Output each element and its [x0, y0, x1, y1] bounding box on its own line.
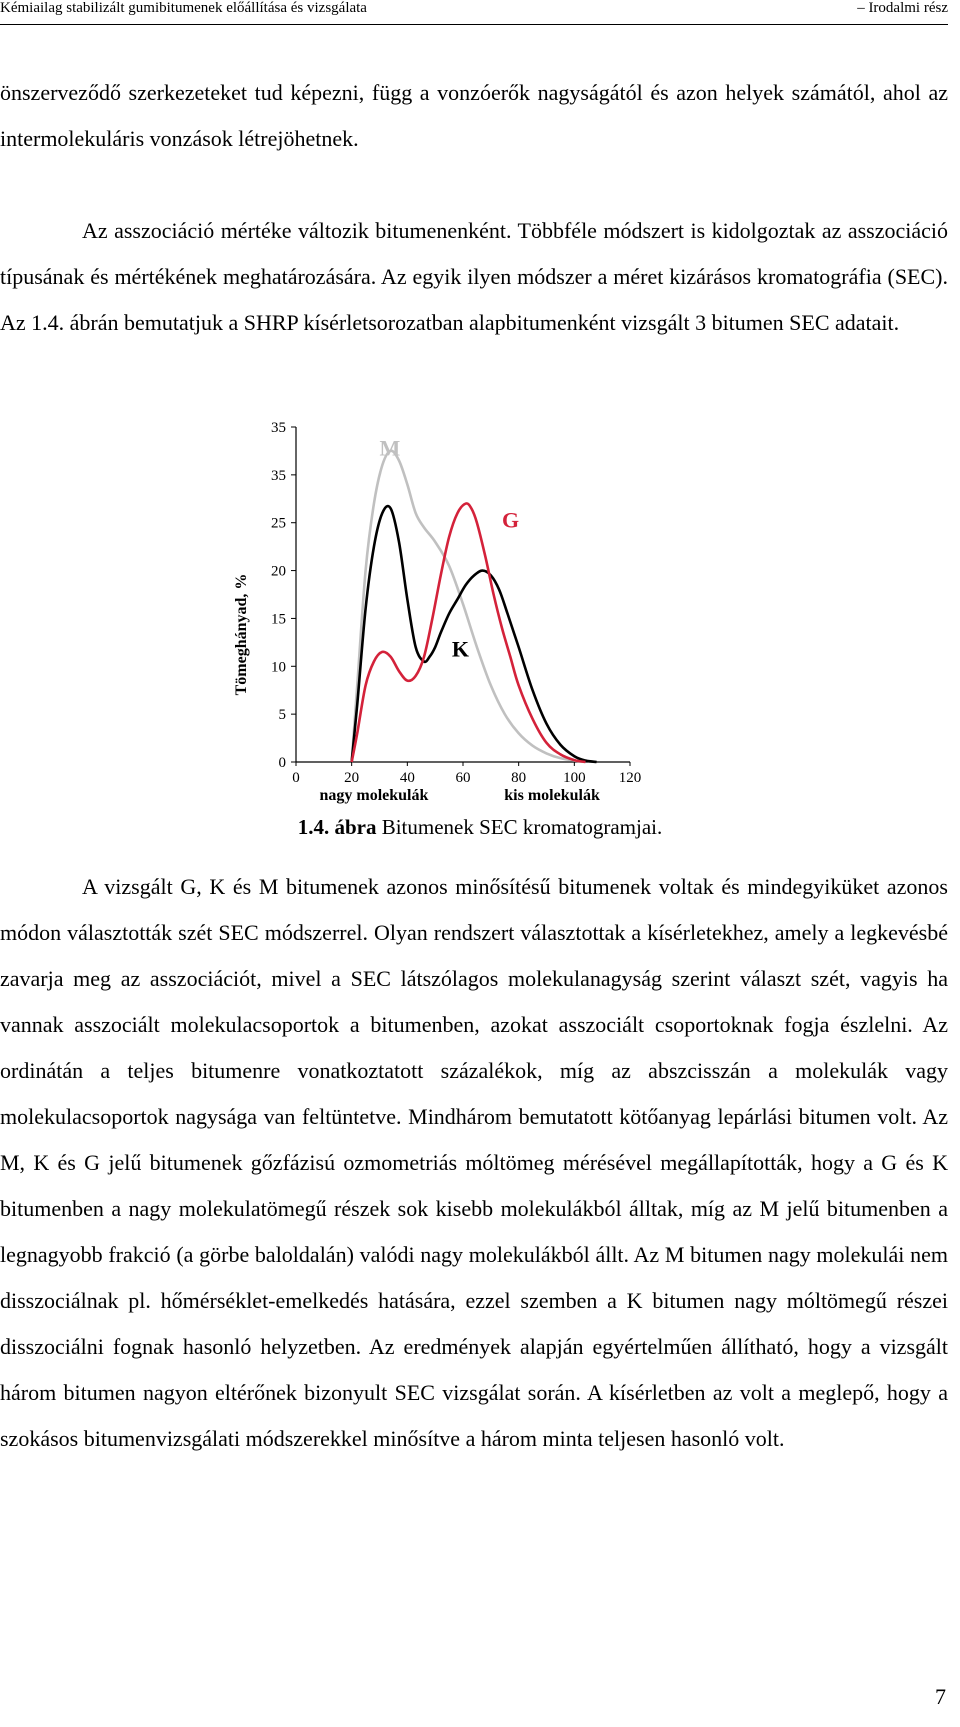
series-line-K	[352, 506, 597, 762]
x-tick-label: 40	[399, 770, 415, 786]
x-tick-label: 60	[455, 770, 471, 786]
y-tick-label: 15	[271, 611, 286, 628]
x-tick-label: 100	[563, 770, 586, 786]
series-line-M	[352, 451, 586, 762]
x-tick-label: 0	[292, 770, 300, 786]
caption-text: Bitumenek SEC kromatogramjai.	[376, 815, 663, 839]
series-line-G	[352, 503, 586, 762]
y-tick-label: 5	[278, 707, 286, 724]
y-tick-label: 25	[271, 515, 286, 532]
series-label-K: K	[451, 636, 469, 662]
caption-number: 1.4. ábra	[297, 815, 377, 839]
y-tick-label: 10	[271, 659, 286, 676]
paragraph-2: Az asszociáció mértéke változik bitumenenként. Többféle módszert is kidolgoztak az asszociáció típusának és mértékének meghatározására. Az egyik ilyen módszer a méret kizárásos kromatográfia (SEC). Az 1.4. ábrán bemutatjuk a SHRP kísérletsorozatban alapbitumenként vizsgált 3 bitumen SEC adatait.	[0, 218, 948, 335]
sec-chromatogram-figure	[230, 422, 720, 812]
paragraph-1: önszerveződő szerkezeteket tud képezni, függ a vonzóerők nagyságától és azon helyek számától, ahol az intermolekuláris vonzások létrejöhetnek.	[0, 80, 948, 151]
y-axis-label: Tömeghányad, %	[233, 573, 250, 696]
page-number: 7	[935, 1684, 946, 1709]
header-title: Kémiailag stabilizált gumibitumenek előállítása és vizsgálata	[0, 0, 367, 16]
x-tick-label: 120	[618, 770, 642, 786]
running-header	[0, 0, 948, 25]
paragraph-3: A vizsgált G, K és M bitumenek azonos minősítésű bitumenek voltak és mindegyiküket azonos módon választották szét SEC módszerrel. Olyan rendszert választottak a kísérletekhez, amely a legkevésbé zavarja meg az asszociációt, mivel a SEC látszólagos molekulanagyság szerint választ szét, vagyis ha vannak asszociált molekulacsoportok a bitumenben, azokat asszociált csoportoknak fogja észlelni. Az ordinátán a teljes bitumenre vonatkoztatott százalékok, míg az abszcisszán a molekulák vagy molekulacsoportok nagysága van feltüntetve. Mindhárom bemutatott kötőanyag lepárlási bitumen volt. Az M, K és G jelű bitumenek gőzfázisú ozmometriás móltömeg mérésével megállapították, hogy a G és K bitumenben a nagy molekulatömegű részek sok kisebb molekulákból álltak, míg az M jelű bitumenben a legnagyobb frakció (a görbe baloldalán) valódi nagy molekulákból állt. Az M bitumen nagy molekulái nem disszociálnak pl. hőmérséklet-emelkedés hatására, ezzel szemben a K bitumen nagy móltömegű részei disszociálni fognak hasonló helyzetben. Az eredmények alapján egyértelműen állítható, hogy a vizsgált három bitumen nagyon eltérőnek bizonyult SEC vizsgálat során. A kísérletben az volt a meglepő, hogy a szokásos bitumenvizsgálati módszerekkel minősítve a három minta teljesen hasonló volt.	[0, 874, 948, 1451]
y-tick-label: 20	[271, 563, 286, 580]
x-tick-label: 20	[344, 770, 360, 786]
x-tick-label: 80	[511, 770, 527, 786]
sec-chart	[230, 422, 720, 812]
x-axis-label-left: nagy molekulák	[319, 787, 429, 804]
y-tick-label: 35	[271, 467, 286, 484]
series-label-G: G	[501, 507, 520, 533]
y-tick-label: 0	[278, 755, 286, 771]
x-axis-label-right: kis molekulák	[504, 787, 600, 804]
figure-caption	[0, 812, 960, 842]
y-tick-label: 35	[271, 422, 286, 436]
header-section: – Irodalmi rész	[857, 0, 948, 16]
series-label-M: M	[379, 435, 401, 461]
